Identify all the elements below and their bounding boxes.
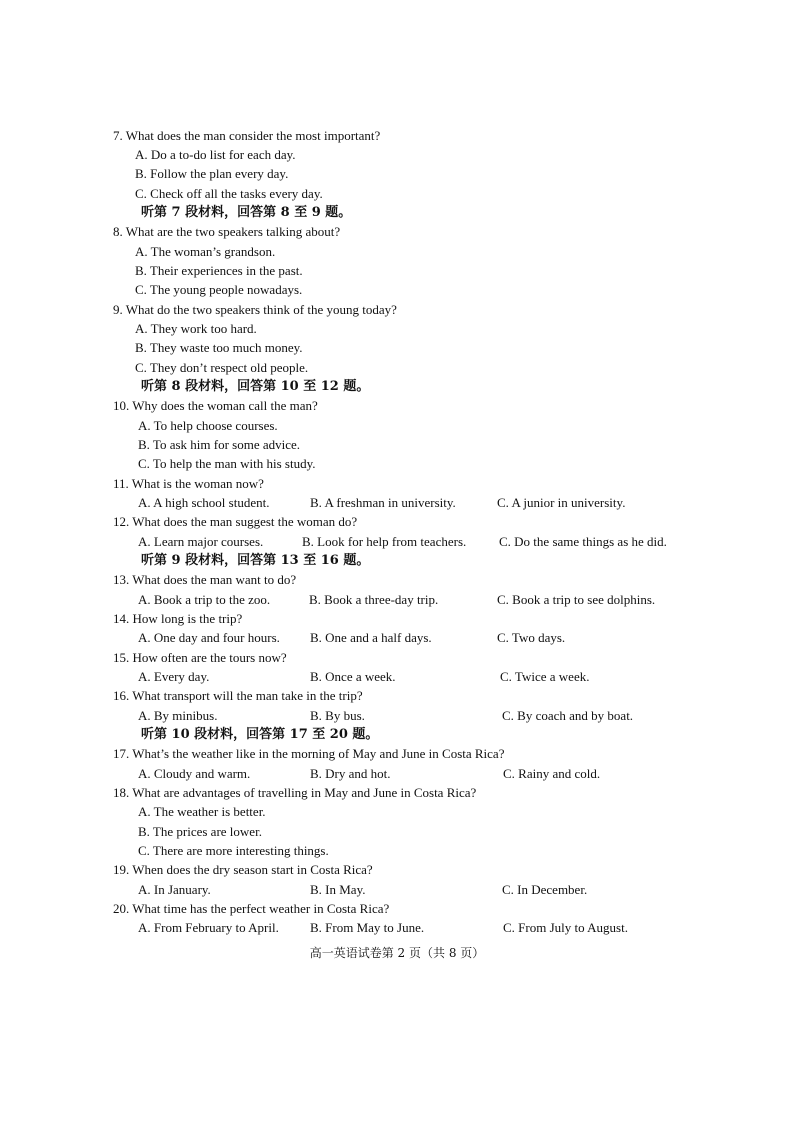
question-16-option-b: B. By bus. xyxy=(310,708,365,723)
question-11-option-a: A. A high school student. xyxy=(138,495,270,510)
question-9-option-c: C. They don’t respect old people. xyxy=(135,360,309,375)
question-8-stem: 8. What are the two speakers talking about? xyxy=(113,224,341,239)
question-19-option-c: C. In December. xyxy=(502,882,588,897)
question-15-option-c: C. Twice a week. xyxy=(500,669,590,684)
question-18-option-b: B. The prices are lower. xyxy=(138,824,262,839)
question-20-option-b: B. From May to June. xyxy=(310,920,425,935)
question-12-option-a: A. Learn major courses. xyxy=(138,534,264,549)
question-9-option-a: A. They work too hard. xyxy=(135,321,257,336)
question-17-option-a: A. Cloudy and warm. xyxy=(138,766,251,781)
question-11-stem: 11. What is the woman now? xyxy=(113,476,264,491)
section-instruction-10: 听第 10 段材料，回答第 17 至 20 题。 xyxy=(141,727,379,742)
question-14-option-a: A. One day and four hours. xyxy=(138,630,280,645)
question-20-stem: 20. What time has the perfect weather in Costa Rica? xyxy=(113,901,390,916)
question-7-option-c: C. Check off all the tasks every day. xyxy=(135,186,323,201)
question-14-option-c: C. Two days. xyxy=(497,630,566,645)
question-13-option-b: B. Book a three-day trip. xyxy=(309,592,439,607)
question-16-option-c: C. By coach and by boat. xyxy=(502,708,634,723)
question-18-stem: 18. What are advantages of travelling in May and June in Costa Rica? xyxy=(113,785,477,800)
question-17-option-b: B. Dry and hot. xyxy=(310,766,391,781)
page-footer: 高一英语试卷第 2 页（共 8 页） xyxy=(309,946,485,960)
question-8-option-c: C. The young people nowadays. xyxy=(135,282,303,297)
question-20-option-a: A. From February to April. xyxy=(138,920,279,935)
question-20-option-c: C. From July to August. xyxy=(503,920,628,935)
question-10-stem: 10. Why does the woman call the man? xyxy=(113,398,318,413)
question-17-stem: 17. What’s the weather like in the morning of May and June in Costa Rica? xyxy=(113,746,505,761)
question-18-option-a: A. The weather is better. xyxy=(138,804,266,819)
question-7-option-a: A. Do a to-do list for each day. xyxy=(135,147,296,162)
question-7-option-b: B. Follow the plan every day. xyxy=(135,166,289,181)
question-15-option-a: A. Every day. xyxy=(138,669,210,684)
question-16-stem: 16. What transport will the man take in the trip? xyxy=(113,688,363,703)
question-7-stem: 7. What does the man consider the most important? xyxy=(113,128,381,143)
question-13-option-a: A. Book a trip to the zoo. xyxy=(138,592,271,607)
question-13-option-c: C. Book a trip to see dolphins. xyxy=(497,592,656,607)
question-8-option-b: B. Their experiences in the past. xyxy=(135,263,303,278)
question-12-stem: 12. What does the man suggest the woman do? xyxy=(113,514,358,529)
section-instruction-9: 听第 9 段材料，回答第 13 至 16 题。 xyxy=(141,553,370,568)
question-14-option-b: B. One and a half days. xyxy=(310,630,432,645)
question-10-option-c: C. To help the man with his study. xyxy=(138,456,316,471)
question-11-option-b: B. A freshman in university. xyxy=(310,495,456,510)
question-12-option-c: C. Do the same things as he did. xyxy=(499,534,667,549)
question-10-option-a: A. To help choose courses. xyxy=(138,418,278,433)
question-19-stem: 19. When does the dry season start in Costa Rica? xyxy=(113,862,373,877)
question-8-option-a: A. The woman’s grandson. xyxy=(135,244,276,259)
question-15-option-b: B. Once a week. xyxy=(310,669,396,684)
question-13-stem: 13. What does the man want to do? xyxy=(113,572,297,587)
question-12-option-b: B. Look for help from teachers. xyxy=(302,534,467,549)
question-15-stem: 15. How often are the tours now? xyxy=(113,650,287,665)
question-19-option-a: A. In January. xyxy=(138,882,211,897)
section-instruction-8: 听第 8 段材料，回答第 10 至 12 题。 xyxy=(141,379,370,394)
question-19-option-b: B. In May. xyxy=(310,882,366,897)
question-9-stem: 9. What do the two speakers think of the young today? xyxy=(113,302,397,317)
question-17-option-c: C. Rainy and cold. xyxy=(503,766,601,781)
question-18-option-c: C. There are more interesting things. xyxy=(138,843,329,858)
section-instruction-7: 听第 7 段材料，回答第 8 至 9 题。 xyxy=(141,205,352,220)
question-14-stem: 14. How long is the trip? xyxy=(113,611,243,626)
question-16-option-a: A. By minibus. xyxy=(138,708,218,723)
question-11-option-c: C. A junior in university. xyxy=(497,495,626,510)
question-10-option-b: B. To ask him for some advice. xyxy=(138,437,301,452)
question-9-option-b: B. They waste too much money. xyxy=(135,340,303,355)
